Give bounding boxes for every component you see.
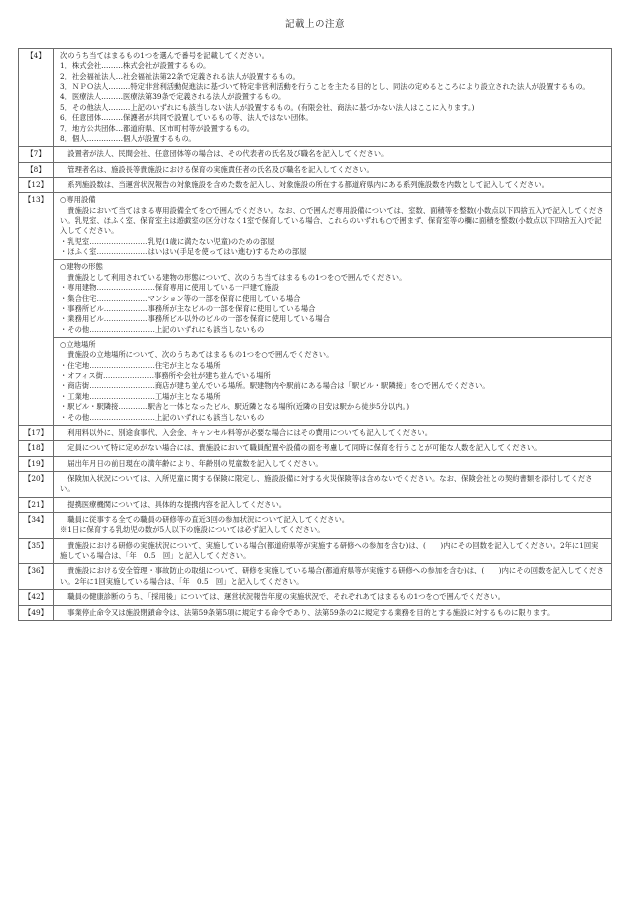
item-label: ・専用建物 bbox=[60, 283, 97, 293]
item-desc: 工場が主となる場所 bbox=[154, 391, 221, 401]
note-body bbox=[54, 49, 612, 147]
subsection-item bbox=[60, 247, 605, 257]
subsection-item bbox=[60, 371, 605, 381]
notes-table bbox=[18, 48, 612, 621]
note-number: 【17】 bbox=[19, 425, 54, 440]
subsection-item bbox=[60, 314, 605, 324]
item-dots: ………………… bbox=[96, 247, 148, 257]
note-number: 【49】 bbox=[19, 605, 54, 620]
item-label: ・その他 bbox=[60, 324, 90, 334]
note-row bbox=[19, 162, 612, 177]
subsection-heading: ○建物の形態 bbox=[60, 262, 103, 272]
note-row bbox=[19, 471, 612, 497]
item-label: ・駅ビル・駅隣接 bbox=[60, 402, 119, 412]
note-body bbox=[54, 471, 612, 497]
note-row bbox=[19, 193, 612, 426]
note-text-line: 定員について特に定めがない場合には、貴施設において職員配置や設備の面を考慮して同時に保育を行うことが可能な人数を記入してください。 bbox=[60, 443, 542, 453]
note-text-line: 系列施設数は、当運営状況報告の対象施設を含めた数を記入し、対象施設の所在する都道府県内にある系列施設数を内数として記入してください。 bbox=[60, 179, 549, 189]
note-number: 【35】 bbox=[19, 538, 54, 564]
item-desc: 保育専用に使用している一戸建て施設 bbox=[154, 283, 279, 293]
item-desc: はいはい(手足を使ってはい進む)するための部屋 bbox=[147, 247, 307, 257]
note-row bbox=[19, 564, 612, 590]
note-number: 【8】 bbox=[19, 162, 54, 177]
item-desc: マンション等の一部を保育に使用している場合 bbox=[147, 293, 301, 303]
note-number: 【13】 bbox=[19, 193, 54, 426]
note-row bbox=[19, 177, 612, 192]
item-dots: ……………………… bbox=[89, 391, 155, 401]
note-text-line: 保険加入状況については、入所児童に関する保険に限定し、施設設備に対する火災保険等は含めないでください。なお、保険会社との契約書類を添付してください。 bbox=[60, 473, 593, 494]
note-number: 【34】 bbox=[19, 513, 54, 539]
item-label: ・事務所ビル bbox=[60, 303, 104, 313]
item-dots: ……………………… bbox=[89, 381, 155, 391]
item-dots: ………………… bbox=[96, 293, 148, 303]
item-dots: ……………… bbox=[103, 303, 148, 313]
note-text-line: 6．任意団体………保護者が共同で設置しているもの等、法人ではない団体。 bbox=[60, 113, 313, 123]
note-subsection bbox=[54, 259, 611, 335]
item-dots: ………… bbox=[118, 402, 148, 412]
item-label: ・その他 bbox=[60, 412, 90, 422]
item-dots: …………………… bbox=[89, 236, 148, 246]
subsection-item bbox=[60, 402, 605, 412]
subsection-item bbox=[60, 294, 605, 304]
item-dots: ……………………… bbox=[89, 360, 155, 370]
subsection-text: 貴施設の立地場所について、次のうちあてはまるもの1つを○で囲んでください。 bbox=[60, 350, 334, 360]
item-label: ・商店街 bbox=[60, 381, 90, 391]
item-dots: …………………… bbox=[96, 283, 155, 293]
note-row bbox=[19, 497, 612, 512]
note-row bbox=[19, 590, 612, 605]
subsection-text: 貴施設において当てはまる専用設備全てを○で囲んでください。なお、○で囲んだ専用設備については、室数、面積等を整数(小数点以下四捨五入)で記入してください。乳児室、ほふく室、保育室主は遊戯室の区分けなく1室で保育している場合、これらのいずれも○で囲まず、保育室等の欄に面積を整数(小数点以下四捨五入)で記入してください。 bbox=[60, 205, 604, 236]
note-body bbox=[54, 147, 612, 162]
note-text-line: 設置者が法人、民間会社、任意団体等の場合は、その代表者の氏名及び職名を記入してください。 bbox=[60, 149, 389, 159]
note-text-line: 貴施設における研修の実施状況について、実施している場合(都道府県等が実施する研修への参加を含む)は、( )内にその回数を記入してください。2年に1回実施している場合は、「年 0.5 回」と記入してください。 bbox=[60, 540, 599, 561]
note-text-line: 8．個人……………個人が設置するもの。 bbox=[60, 133, 196, 143]
item-desc: 事務所が主なビルの一部を保育に使用している場合 bbox=[147, 303, 316, 313]
note-body bbox=[54, 177, 612, 192]
note-body bbox=[54, 605, 612, 620]
note-body bbox=[54, 162, 612, 177]
note-body bbox=[54, 193, 612, 426]
note-text-line: 利用料以外に、別途食事代、入会金、キャンセル料等が必要な場合にはその費用についても記入してください。 bbox=[60, 427, 432, 437]
note-body bbox=[54, 441, 612, 456]
subsection-item bbox=[60, 392, 605, 402]
note-body bbox=[54, 564, 612, 590]
note-number: 【7】 bbox=[19, 147, 54, 162]
item-label: ・住宅地 bbox=[60, 360, 90, 370]
subsection-item bbox=[60, 304, 605, 314]
note-number: 【4】 bbox=[19, 49, 54, 147]
note-text-line: ※1日に保育する乳幼児の数が5人以下の施設については必ず記入してください。 bbox=[60, 525, 325, 535]
note-body bbox=[54, 538, 612, 564]
note-number: 【18】 bbox=[19, 441, 54, 456]
note-text-line: 次のうち当てはまるもの1つを選んで番号を記載してください。 bbox=[60, 51, 269, 60]
note-text-line: 事業停止命令又は施設閉鎖命令は、法第59条第5項に規定する命令であり、法第59条の2に規定する業務を目的とする施設に対するものに限ります。 bbox=[60, 607, 555, 617]
item-label: ・オフィス街 bbox=[60, 371, 103, 381]
note-row bbox=[19, 513, 612, 539]
item-dots: ……………………… bbox=[89, 324, 155, 334]
note-row bbox=[19, 441, 612, 456]
item-desc: 事務所ビル以外のビルの一部を保育に使用している場合 bbox=[147, 314, 330, 324]
note-row bbox=[19, 147, 612, 162]
note-row bbox=[19, 538, 612, 564]
subsection-text: 貴施設として利用されている建物の形態について、次のうち当てはまるもの1つを○で囲んでください。 bbox=[60, 272, 407, 282]
item-label: ・ほふく室 bbox=[60, 247, 97, 257]
note-number: 【12】 bbox=[19, 177, 54, 192]
note-text-line: 届出年月日の前日現在の満年齢により、年齢別の児童数を記入してください。 bbox=[60, 458, 323, 468]
note-text-line: 7．地方公共団体…都道府県、区市町村等が設置するもの。 bbox=[60, 123, 255, 133]
item-desc: 事務所や会社が建ち並んでいる場所 bbox=[154, 371, 271, 381]
notes-table-body bbox=[19, 49, 612, 621]
note-body bbox=[54, 456, 612, 471]
note-body bbox=[54, 497, 612, 512]
note-subsection bbox=[54, 337, 611, 423]
item-desc: 上記のいずれにも該当しないもの bbox=[154, 412, 265, 422]
note-text-line: 職員に従事する全ての職員の研修等の直近3回の参加状況について記入してください。 bbox=[60, 515, 350, 525]
item-desc: 商店が建ち並んでいる場所。駅建物内や駅前にある場合は「駅ビル・駅隣接」を○で囲んでください。 bbox=[154, 381, 490, 391]
page-title: 記載上の注意 bbox=[284, 19, 345, 30]
note-body bbox=[54, 590, 612, 605]
subsection-item bbox=[60, 325, 605, 335]
item-label: ・乳児室 bbox=[60, 236, 90, 246]
note-text-line: 4．医療法人………医療法第39条で定義される法人が設置するもの。 bbox=[60, 92, 286, 102]
subsection-item bbox=[60, 237, 605, 247]
note-text-line: 3．ＮＰＯ法人………特定非営利活動促進法に基づいて特定非営利活動を行うことを主たる目的とし、同法の定めるところにより設立された法人が設置するもの。 bbox=[60, 82, 590, 92]
item-desc: 上記のいずれにも該当しないもの bbox=[154, 324, 265, 334]
note-text-line: 貴施設における安全管理・事故防止の取組について、研修を実施している場合(都道府県等が実施する研修への参加を含む)は、( )内にその回数を記入してください。2年に1回実施している場合は、「年 0.5 回」と記入してください。 bbox=[60, 566, 604, 586]
note-number: 【21】 bbox=[19, 497, 54, 512]
note-text-line: 5．その他法人………上記のいずれにも該当しない法人が設置するもの。(有限会社、商法に基づかない法人はここに入ります。) bbox=[60, 102, 475, 112]
item-label: ・業務用ビル bbox=[60, 314, 104, 324]
item-desc: 住宅が主となる場所 bbox=[154, 360, 221, 370]
item-label: ・集合住宅 bbox=[60, 293, 97, 303]
note-text-line: 管理者名は、施設長等貴施設における保育の実施責任者の氏名及び職名を記入してください。 bbox=[60, 164, 374, 174]
subsection-heading: ○専用設備 bbox=[60, 195, 96, 205]
note-text-line: 職員の健康診断のうち、「採用後」については、運営状況報告年度の実施状況で、それぞれあてはまるもの1つを○で囲んでください。 bbox=[60, 592, 505, 602]
note-row bbox=[19, 456, 612, 471]
item-desc: 駅舎と一体となったビル、駅近隣となる場所(近隣の目安は駅から徒歩5分以内。) bbox=[147, 402, 410, 412]
item-dots: ………………… bbox=[102, 371, 155, 381]
subsection-item bbox=[60, 283, 605, 293]
item-label: ・工業地 bbox=[60, 391, 90, 401]
note-body bbox=[54, 425, 612, 440]
note-text-line: 1．株式会社………株式会社が設置するもの。 bbox=[60, 61, 211, 71]
note-number: 【20】 bbox=[19, 471, 54, 497]
note-number: 【36】 bbox=[19, 564, 54, 590]
note-row bbox=[19, 49, 612, 147]
note-text-line: 提携医療機関については、具体的な提携内容を記入してください。 bbox=[60, 499, 287, 509]
subsection-item bbox=[60, 361, 605, 371]
note-body bbox=[54, 513, 612, 539]
note-row bbox=[19, 605, 612, 620]
subsection-item bbox=[60, 381, 605, 391]
note-text-line: 2．社会福祉法人…社会福祉法第22条で定義される法人が設置するもの。 bbox=[60, 71, 300, 81]
note-row bbox=[19, 425, 612, 440]
item-desc: 乳児(1歳に満たない児童)のための部屋 bbox=[147, 236, 275, 246]
note-number: 【42】 bbox=[19, 590, 54, 605]
subsection-item bbox=[60, 413, 605, 423]
subsection-heading: ○立地場所 bbox=[60, 339, 96, 349]
note-subsection bbox=[54, 195, 611, 257]
item-dots: ……………… bbox=[103, 314, 148, 324]
note-number: 【19】 bbox=[19, 456, 54, 471]
item-dots: ……………………… bbox=[89, 412, 155, 422]
